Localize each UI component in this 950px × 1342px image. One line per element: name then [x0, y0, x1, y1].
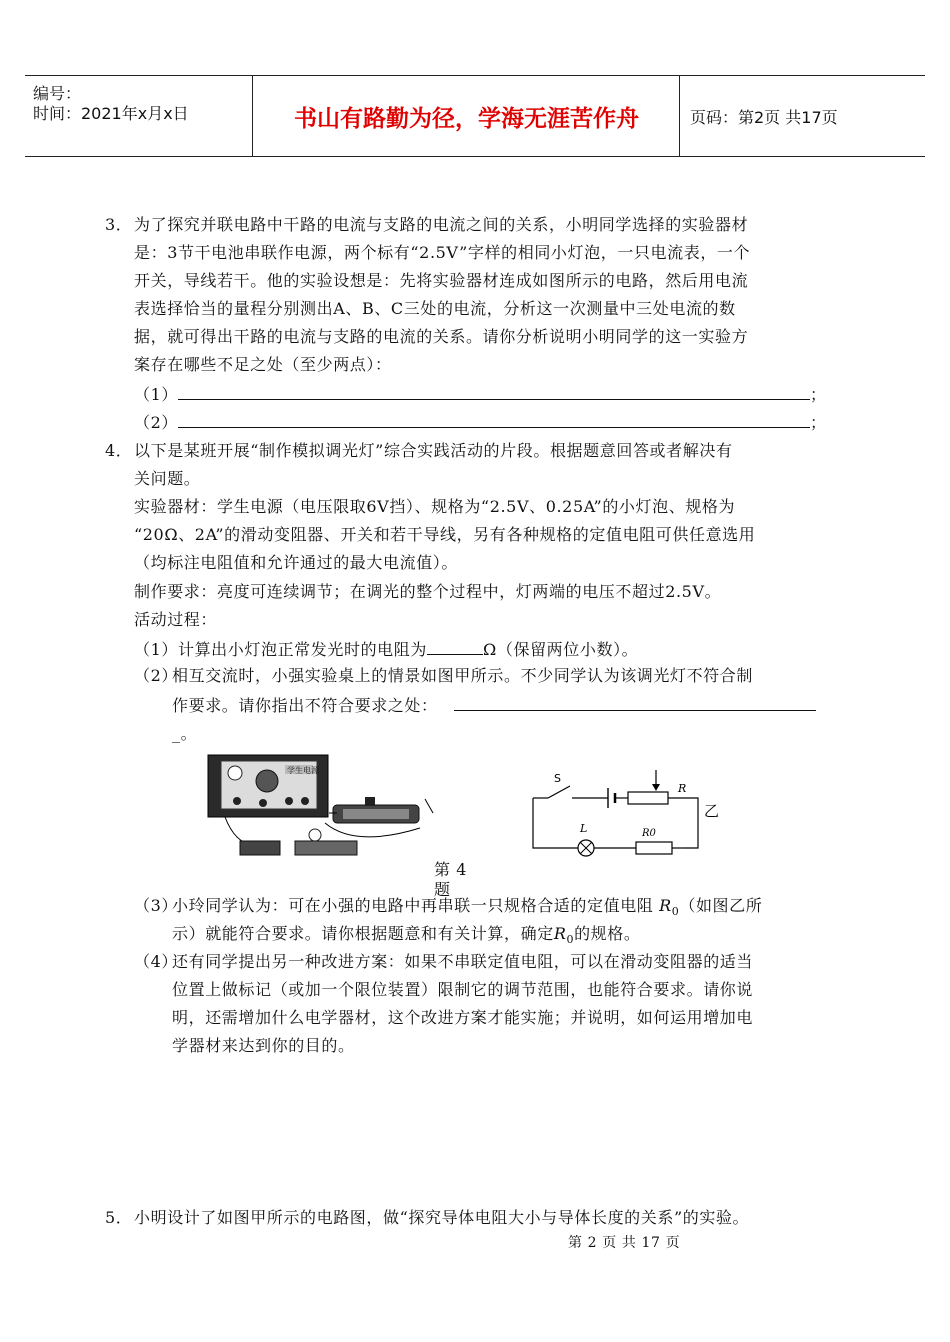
time-label: 时间：2021年x月x日	[33, 104, 189, 123]
page-header	[25, 75, 925, 157]
q4-part-3-r0-sub: 0	[671, 905, 680, 919]
circuit-label-l: L	[580, 822, 588, 835]
switch-symbol	[548, 786, 570, 798]
header-page-info: 页码：第2页 共17页	[690, 107, 838, 127]
q4-part-3-label: （3）	[134, 896, 178, 915]
circuit-label-yi: 乙	[704, 802, 720, 820]
q4-part-3-r0-2: R	[553, 924, 567, 943]
q3-answer-2-end: ；	[809, 413, 827, 432]
q4-part-2-blank[interactable]	[454, 692, 816, 711]
figure-jia-apparatus	[205, 753, 437, 863]
q4-part-2-label: （2）	[134, 666, 178, 685]
circuit-label-r0: R0	[642, 828, 656, 839]
q4-part-4-line-1: 还有同学提出另一种改进方案：如果不串联定值电阻，可以在滑动变阻器的适当	[172, 952, 754, 971]
q4-part-3-r0-2-sub: 0	[566, 933, 575, 947]
header-meta	[25, 76, 253, 156]
q3-line-1: 为了探究并联电路中干路的电流与支路的电流之间的关系，小明同学选择的实验器材	[134, 215, 749, 234]
apparatus-label: 学生电源	[287, 766, 319, 775]
q3-answer-2-blank[interactable]	[178, 409, 810, 428]
q3-line-5: 据，就可得出干路的电流与支路的电流的关系。请你分析说明小明同学的这一实验方	[134, 327, 749, 346]
figure-caption-line-2: 题	[434, 880, 451, 899]
q4-part-3-text-end: （如图乙所	[679, 896, 763, 915]
q4-part-3-line-2	[172, 922, 640, 952]
q4-process: 活动过程：	[134, 610, 218, 629]
q3-line-2: 是：3节干电池串联作电源，两个标有“2.5V”字样的相同小灯泡，一只电流表，一个	[134, 243, 751, 262]
q4-part-1-label: （1）	[134, 640, 178, 659]
q3-answer-1-blank[interactable]	[178, 381, 810, 400]
q4-part-4-line-2: 位置上做标记（或加一个限位装置）限制它的调节范围，也能符合要求。请你说	[172, 980, 754, 999]
page-footer: 第 2 页 共 17 页	[568, 1235, 681, 1251]
q4-number: 4．	[105, 441, 133, 460]
q4-part-2-text: 作要求。请你指出不符合要求之处：	[172, 696, 438, 715]
q3-answer-1-end: ；	[809, 385, 827, 404]
q4-equip-2: “20Ω、2A”的滑动变阻器、开关和若干导线，另有各种规格的定值电阻可供任意选用	[134, 525, 756, 544]
q4-part-2-line-1: 相互交流时，小强实验桌上的情景如图甲所示。不少同学认为该调光灯不符合制	[172, 666, 754, 685]
q4-part-3-line-2-end: 的规格。	[574, 924, 641, 943]
q5-text: 小明设计了如图甲所示的电路图，做“探究导体电阻大小与导体长度的关系”的实验。	[134, 1208, 750, 1227]
q4-part-1-blank[interactable]	[427, 636, 483, 655]
q3-line-3: 开关，导线若干。他的实验设想是：先将实验器材连成如图所示的电路，然后用电流	[134, 271, 749, 290]
q4-part-2-end: _。	[172, 724, 198, 743]
q4-line-2: 关问题。	[134, 469, 201, 488]
figure-caption-line-1: 第 4	[434, 860, 468, 879]
q4-part-4-line-4: 学器材来达到你的目的。	[172, 1036, 355, 1055]
q4-line-1: 以下是某班开展“制作模拟调光灯”综合实践活动的片段。根据题意回答或者解决有	[134, 441, 733, 460]
q4-equip-3: （均标注电阻值和允许通过的最大电流值）。	[134, 553, 459, 572]
q4-part-1-text: 计算出小灯泡正常发光时的电阻为	[177, 640, 427, 659]
q4-equip-1: 实验器材：学生电源（电压限取6V挡）、规格为“2.5V、0.25A”的小灯泡、规格为	[134, 497, 736, 516]
q4-requirement: 制作要求：亮度可连续调节；在调光的整个过程中，灯两端的电压不超过2.5V。	[134, 582, 722, 601]
number-label: 编号：	[33, 84, 82, 103]
circuit-label-s: S	[554, 772, 561, 785]
resistor-r0-symbol	[636, 842, 672, 854]
q4-part-1	[134, 636, 638, 662]
q3-answer-1-label: （1）	[134, 385, 178, 404]
header-motto: 书山有路勤为径，学海无涯苦作舟	[254, 76, 680, 156]
q4-part-3-text: 小玲同学认为：可在小强的电路中再串联一只规格合适的定值电阻	[172, 896, 654, 915]
q4-part-2-line-2	[172, 692, 816, 718]
rheostat-symbol	[628, 792, 668, 804]
q4-part-4-line-3: 明，还需增加什么电学器材，这个改进方案才能实施；并说明，如何运用增加电	[172, 1008, 754, 1027]
q3-answer-2	[134, 409, 827, 435]
q4-part-1-text-end: Ω（保留两位小数）。	[483, 640, 639, 659]
q3-line-6: 案存在哪些不足之处（至少两点）：	[134, 355, 392, 374]
q3-answer-2-label: （2）	[134, 413, 178, 432]
q4-part-3-r0: R	[659, 896, 672, 915]
circuit-label-r: R	[678, 782, 687, 795]
q3-number: 3．	[105, 215, 133, 234]
q3-answer-1	[134, 381, 827, 407]
q4-part-4-label: （4）	[134, 952, 178, 971]
q3-line-4: 表选择恰当的量程分别测出A、B、C三处的电流，分析这一次测量中三处电流的数	[134, 299, 736, 318]
q4-part-3-line-2-text: 示）就能符合要求。请你根据题意和有关计算，确定	[172, 924, 554, 943]
q5-number: 5．	[105, 1208, 133, 1227]
q4-part-3-line-1	[172, 894, 762, 924]
figure-yi-circuit	[528, 768, 728, 864]
